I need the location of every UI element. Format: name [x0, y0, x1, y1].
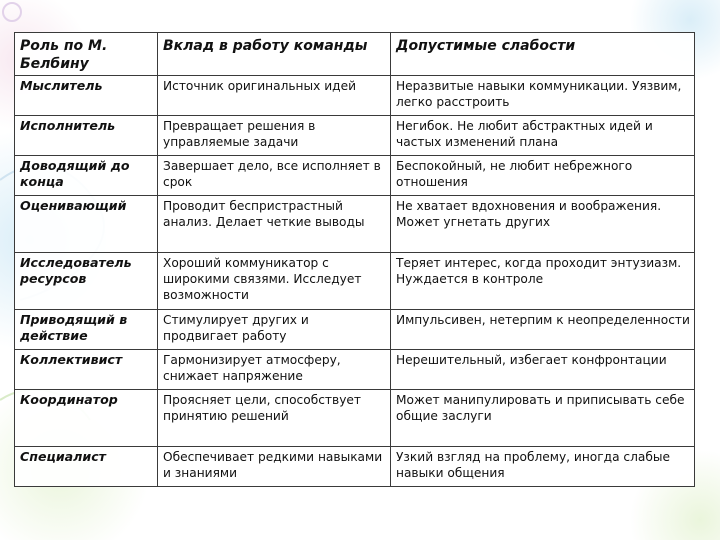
weakness-cell: Неразвитые навыки коммуникации. Уязвим, легко расстроить [391, 76, 695, 116]
contribution-cell: Превращает решения в управляемые задачи [158, 116, 391, 156]
role-cell: Коллективист [15, 350, 158, 390]
contribution-cell: Источник оригинальных идей [158, 76, 391, 116]
contribution-cell: Проясняет цели, способствует принятию решений [158, 390, 391, 447]
contribution-cell: Завершает дело, все исполняет в срок [158, 156, 391, 196]
role-cell: Приводящий в действие [15, 310, 158, 350]
weakness-cell: Теряет интерес, когда проходит энтузиазм. Нуждается в контроле [391, 253, 695, 310]
table-row [15, 390, 695, 447]
role-cell: Доводящий до конца [15, 156, 158, 196]
weakness-cell: Не хватает вдохновения и воображения. Может угнетать других [391, 196, 695, 253]
role-cell: Исполнитель [15, 116, 158, 156]
contribution-cell: Хороший коммуникатор с широкими связями. Исследует возможности [158, 253, 391, 310]
header-role: Роль по М. Белбину [15, 33, 158, 76]
role-cell: Координатор [15, 390, 158, 447]
table-row [15, 253, 695, 310]
contribution-cell: Проводит беспристрастный анализ. Делает четкие выводы [158, 196, 391, 253]
role-cell: Исследователь ресурсов [15, 253, 158, 310]
table-row [15, 116, 695, 156]
contribution-cell: Обеспечивает редкими навыками и знаниями [158, 447, 391, 487]
belbin-roles-table [14, 32, 695, 487]
table-header-row [15, 33, 695, 76]
header-weakness: Допустимые слабости [391, 33, 695, 76]
role-cell: Мыслитель [15, 76, 158, 116]
contribution-cell: Стимулирует других и продвигает работу [158, 310, 391, 350]
table-row [15, 76, 695, 116]
weakness-cell: Узкий взгляд на проблему, иногда слабые навыки общения [391, 447, 695, 487]
role-cell: Оценивающий [15, 196, 158, 253]
table-row [15, 196, 695, 253]
belbin-roles-table-container [14, 32, 694, 487]
weakness-cell: Может манипулировать и приписывать себе общие заслуги [391, 390, 695, 447]
table-row [15, 310, 695, 350]
contribution-cell: Гармонизирует атмосферу, снижает напряжение [158, 350, 391, 390]
weakness-cell: Нерешительный, избегает конфронтации [391, 350, 695, 390]
role-cell: Специалист [15, 447, 158, 487]
weakness-cell: Беспокойный, не любит небрежного отношения [391, 156, 695, 196]
table-row [15, 350, 695, 390]
weakness-cell: Импульсивен, нетерпим к неопределенности [391, 310, 695, 350]
weakness-cell: Негибок. Не любит абстрактных идей и частых изменений плана [391, 116, 695, 156]
table-row [15, 156, 695, 196]
table-row [15, 447, 695, 487]
header-contribution: Вклад в работу команды [158, 33, 391, 76]
